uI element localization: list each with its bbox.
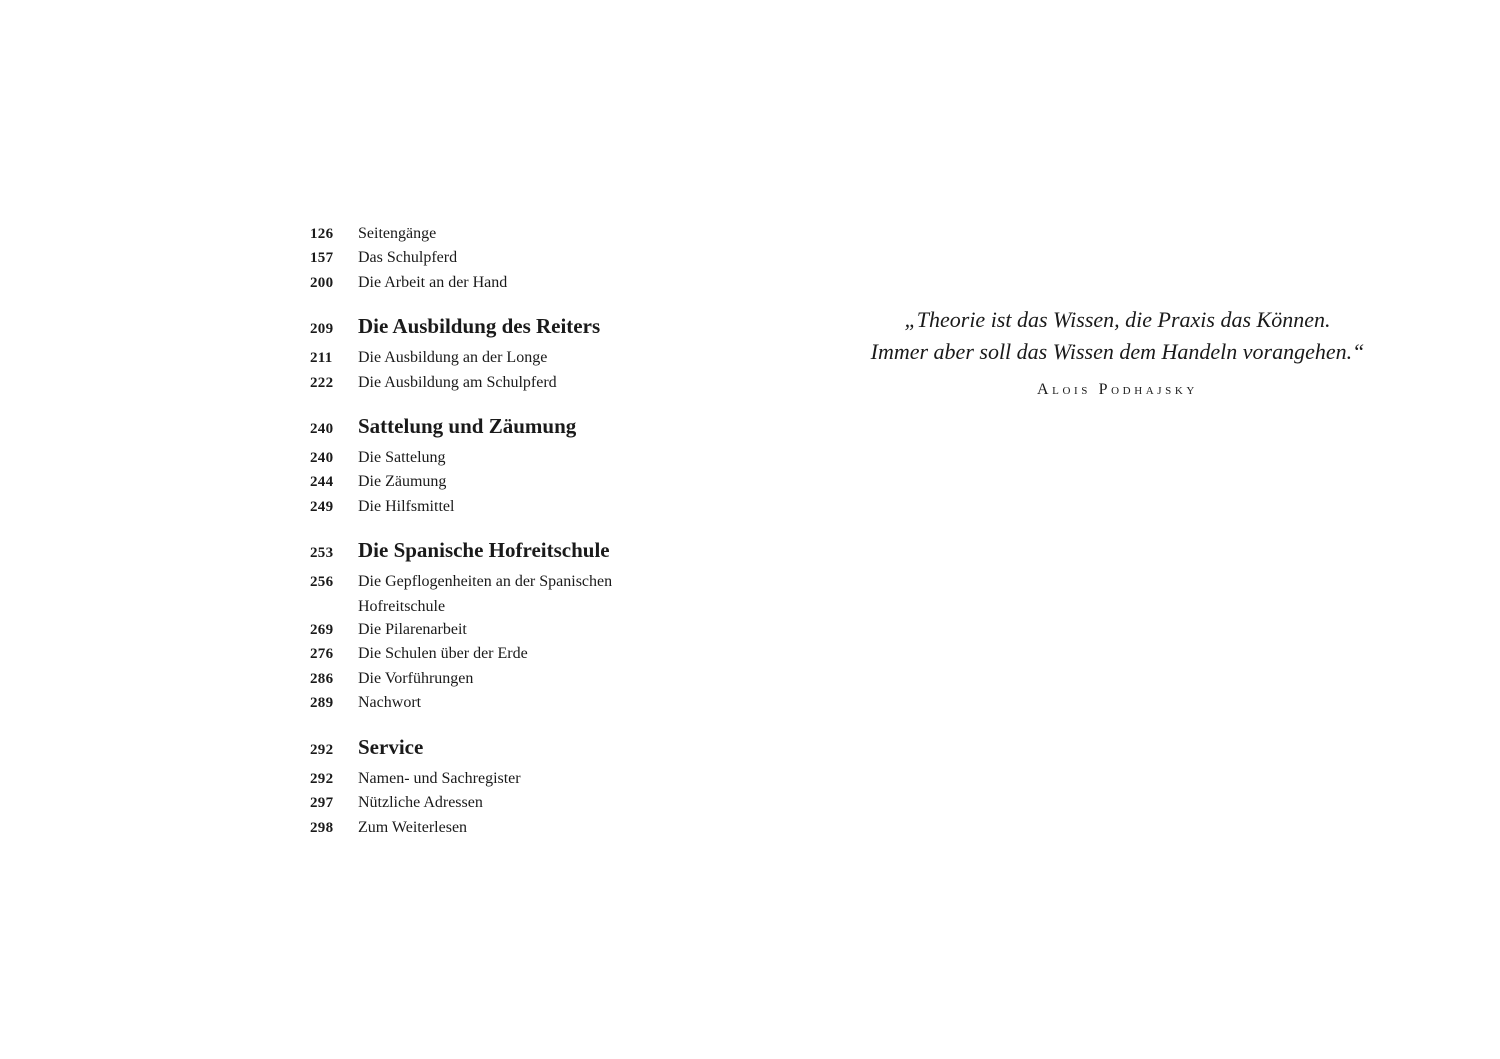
toc-chapter-heading xyxy=(310,412,690,440)
toc-entry-continuation xyxy=(310,595,690,618)
toc-entry xyxy=(310,371,690,395)
toc-page-number: 244 xyxy=(310,474,334,491)
toc-page-number: 253 xyxy=(310,545,334,562)
toc-entry-title: Die Pilarenarbeit xyxy=(358,621,467,639)
toc-entry-title: Die Gepflogenheiten an der Spanischen xyxy=(358,573,613,591)
toc-page-number: 222 xyxy=(310,374,334,391)
toc-entry-title: Das Schulpferd xyxy=(358,249,458,267)
toc-entry xyxy=(310,791,690,815)
toc-page-number: 269 xyxy=(310,622,334,639)
toc-page-number: 157 xyxy=(310,250,334,267)
toc-chapter-heading xyxy=(310,312,690,340)
toc-page-number: 292 xyxy=(310,741,334,758)
epigraph-quote xyxy=(860,304,1375,399)
toc-chapter-heading xyxy=(310,733,690,761)
toc-chapter-title: Sattelung und Zäumung xyxy=(358,414,577,439)
toc-chapter-title: Die Spanische Hofreitschule xyxy=(358,538,610,563)
toc-entry xyxy=(310,642,690,666)
toc-entry xyxy=(310,271,690,295)
toc-entry-title: Nachwort xyxy=(358,694,422,712)
toc-chapter-heading xyxy=(310,536,690,564)
toc-entry-title: Seitengänge xyxy=(358,225,437,242)
toc-entry-title: Die Arbeit an der Hand xyxy=(358,273,508,291)
toc-page-number: 209 xyxy=(310,321,334,338)
toc-entry-title: Die Ausbildung an der Longe xyxy=(358,349,548,367)
toc-entry xyxy=(310,691,690,715)
toc-entry xyxy=(310,570,690,594)
toc-group xyxy=(310,412,690,519)
toc-page-number: 292 xyxy=(310,770,334,787)
toc-page-number: 256 xyxy=(310,574,334,591)
toc-entry xyxy=(310,246,690,270)
quote-line-1: „Theorie ist das Wissen, die Praxis das Können. xyxy=(904,307,1331,332)
quote-author: Alois Podhajsky xyxy=(1037,381,1198,398)
toc-entry xyxy=(310,667,690,691)
toc-page-number: 289 xyxy=(310,695,334,712)
toc-group xyxy=(310,222,690,295)
toc-entry-title: Namen- und Sachregister xyxy=(358,769,521,787)
toc-page-number: 297 xyxy=(310,795,334,812)
toc-entry-title: Die Schulen über der Erde xyxy=(358,645,528,663)
toc-entry-title: Die Hilfsmittel xyxy=(358,497,455,515)
table-of-contents xyxy=(310,222,690,840)
toc-group xyxy=(310,312,690,395)
toc-entry xyxy=(310,346,690,370)
toc-page-number: 240 xyxy=(310,421,334,438)
toc-page-number: 126 xyxy=(310,226,334,242)
toc-entry-title: Die Ausbildung am Schulpferd xyxy=(358,373,557,391)
toc-entry-title: Die Sattelung xyxy=(358,449,446,467)
toc-group xyxy=(310,733,690,840)
toc-page-number: 200 xyxy=(310,274,334,291)
toc-entry xyxy=(310,446,690,470)
toc-entry xyxy=(310,470,690,494)
toc-entry-title: Nützliche Adressen xyxy=(358,794,483,812)
toc-chapter-title: Die Ausbildung des Reiters xyxy=(358,314,601,339)
toc-entry-title: Die Vorführungen xyxy=(358,669,474,687)
toc-entry xyxy=(310,222,690,246)
toc-group xyxy=(310,536,690,715)
toc-entry-title: Die Zäumung xyxy=(358,473,447,491)
toc-chapter-title: Service xyxy=(358,734,424,759)
toc-entry xyxy=(310,495,690,519)
toc-entry xyxy=(310,816,690,840)
toc-page-number: 211 xyxy=(310,350,333,367)
toc-entry xyxy=(310,618,690,642)
toc-entry-title-continuation: Hofreitschule xyxy=(358,597,446,615)
toc-page-number: 298 xyxy=(310,819,334,836)
toc-page-number: 276 xyxy=(310,646,334,663)
toc-entry-title: Zum Weiterlesen xyxy=(358,818,468,836)
toc-page-number: 249 xyxy=(310,498,334,515)
quote-line-2: Immer aber soll das Wissen dem Handeln vorangehen.“ xyxy=(870,339,1365,364)
toc-entry xyxy=(310,767,690,791)
toc-page-number: 240 xyxy=(310,450,334,467)
toc-page-number: 286 xyxy=(310,670,334,687)
